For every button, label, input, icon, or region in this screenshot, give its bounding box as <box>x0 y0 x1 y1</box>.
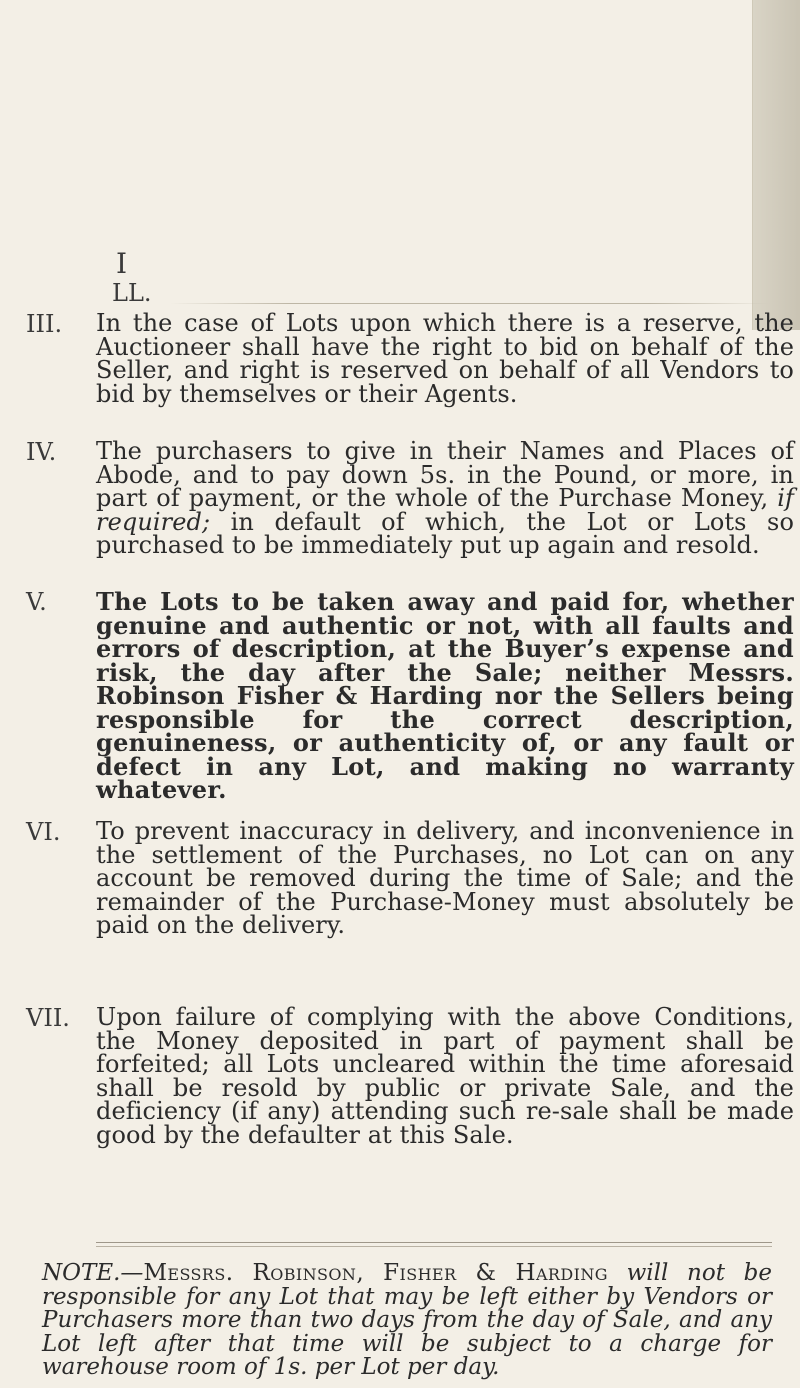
condition-number: VI. <box>26 818 61 846</box>
note-text: will not be responsible for any Lot that may be left either by Vendors or Purchasers more than two days from the day of Sale, and any Lot left after that time will be subject to a charge for warehouse room of 1s. per Lot per day. <box>42 1260 772 1380</box>
condition-v <box>26 587 794 804</box>
condition-text: Upon failure of complying with the above Conditions, the Money deposited in part of payment shall be forfeited; all Lots uncleared within the time aforesaid shall be resold by public or private Sale, and the deficiency (if any) attending such re-sale shall be made good by the defaulter at this Sale. <box>96 1003 794 1149</box>
page-edge-inset <box>752 0 800 330</box>
torn-paper-edge <box>170 303 770 304</box>
condition-text-start: The purchasers to give in their Names and Places of Abode, and to pay down 5s. in the Pound, or more, in part of payment, or the whole of the Purchase Money, <box>96 437 794 512</box>
condition-iv <box>26 437 794 559</box>
condition-text: To prevent inaccuracy in delivery, and inconvenience in the settlement of the Purchases, no Lot can on any account be removed during the time of Sale; and the remainder of the Purchase-Money must absolutely be paid on the delivery. <box>96 817 794 939</box>
condition-text: In the case of Lots upon which there is a reserve, the Auctioneer shall have the right to bid on behalf of the Seller, and right is reserved on behalf of all Vendors to bid by themselves or their Agents. <box>96 309 794 408</box>
condition-iii <box>26 309 794 408</box>
footer-note <box>42 1262 772 1380</box>
divider-rule-thin <box>96 1246 772 1247</box>
condition-number: III. <box>26 310 63 338</box>
condition-number: VII. <box>26 1004 70 1032</box>
condition-text-end: in default of which, the Lot or Lots so purchased to be immediately put up again and resold. <box>96 507 794 559</box>
condition-vi <box>26 817 794 939</box>
margin-mark-one: I <box>116 247 128 280</box>
margin-mark-two: LL. <box>112 279 152 307</box>
condition-number: IV. <box>26 438 57 466</box>
divider-rule <box>96 1242 772 1243</box>
condition-vii <box>26 1003 794 1149</box>
note-names: Messrs. Robinson, Fisher & Harding <box>143 1260 608 1286</box>
condition-number: V. <box>26 588 47 616</box>
condition-text <box>96 437 794 559</box>
condition-text: The Lots to be taken away and paid for, whether genuine and authentic or not, with all faults and errors of description, at the Buyer’s expense and risk, the day after the Sale; neither Messrs. Robinson Fisher & Harding nor the Sellers being responsible for the correct description, genuineness, or authenticity of, or any fault or defect in any Lot, and making no warranty whatever. <box>96 587 794 804</box>
condition-text-italic: if required; <box>96 484 794 536</box>
note-label: NOTE.— <box>42 1260 144 1286</box>
